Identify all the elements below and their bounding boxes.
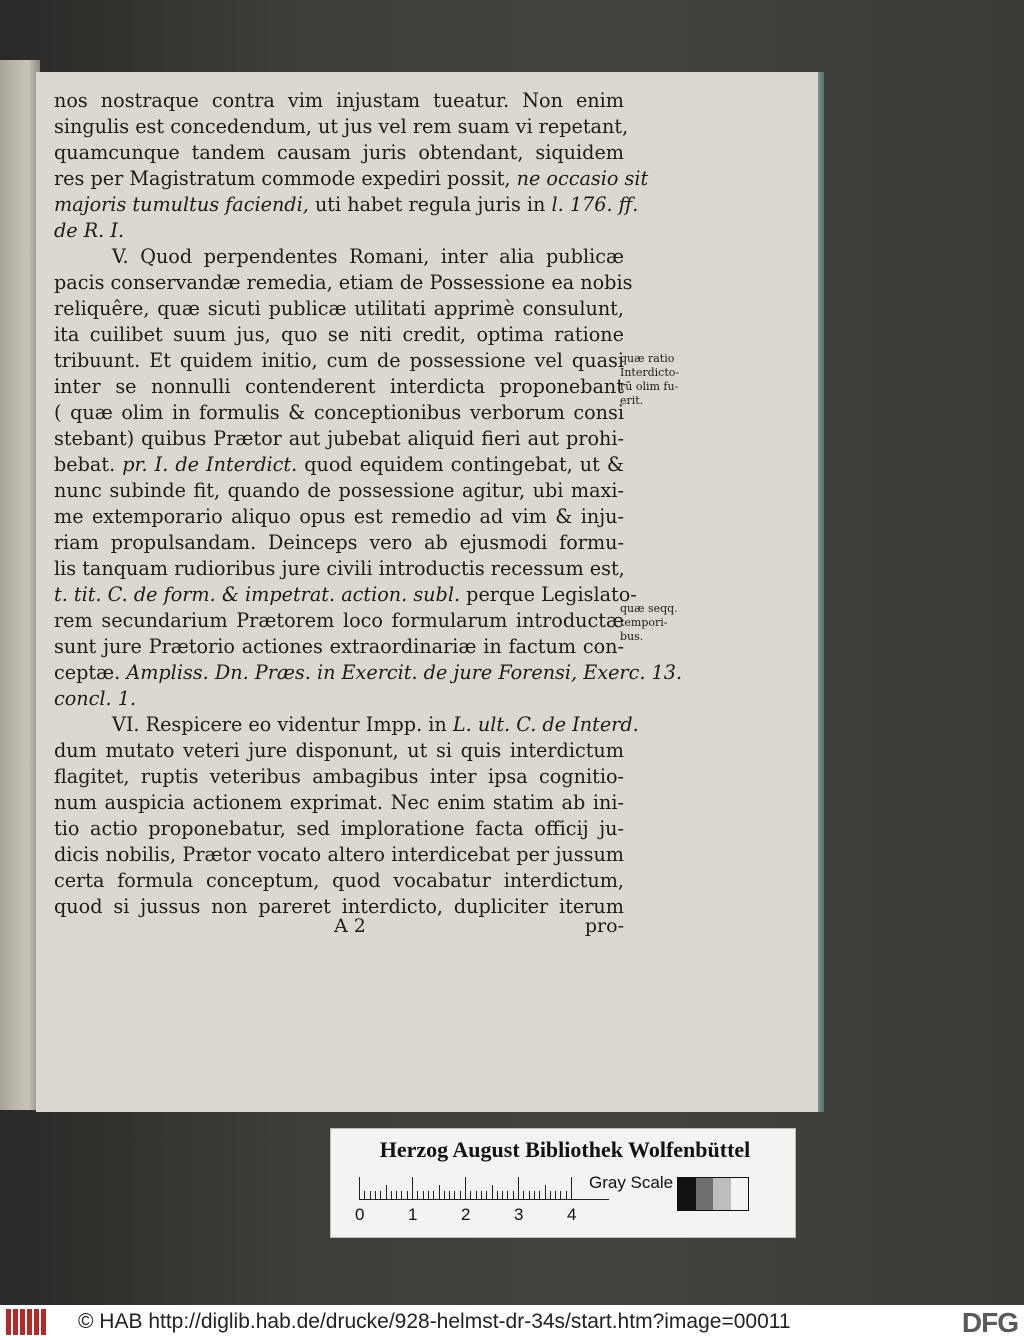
dfg-logo: DFG [961, 1307, 1018, 1338]
text-line [54, 660, 683, 686]
ruler-tick [476, 1191, 477, 1199]
gray-scale-label: Gray Scale [589, 1173, 674, 1192]
ruler-tick [465, 1177, 466, 1199]
section-vi-heading [54, 712, 639, 738]
catchword: pro- [584, 915, 624, 937]
ruler-tick [391, 1191, 392, 1199]
text-line: inter se nonnulli contenderent interdicta proponebant [54, 375, 624, 398]
ruler-tick [454, 1191, 455, 1199]
text-line: dum mutato veteri jure disponunt, ut si quis interdictum [54, 739, 624, 762]
ruler-tick [560, 1191, 561, 1199]
text-segment: quod equidem contingebat, ut & [304, 453, 624, 476]
copyright-url: © HAB http://diglib.hab.de/drucke/928-helmst-dr-34s/start.htm?image=00011 [78, 1310, 791, 1333]
ruler-tick [433, 1191, 434, 1199]
text-line: concl. 1. [54, 687, 137, 710]
margin-note-sequentia: quæ seqq. tempori- bus. [620, 602, 678, 643]
ruler-number: 1 [408, 1205, 418, 1224]
italic-segment: majoris tumultus faciendi, [54, 193, 309, 216]
italic-segment: ne occasio sit [516, 167, 649, 190]
ruler-tick [375, 1191, 376, 1199]
text-line: flagitet, ruptis veteribus ambagibus inter ipsa cognitio- [54, 765, 624, 788]
ruler-tick [518, 1177, 519, 1199]
text-segment: VI. Respicere eo videntur Impp. in [112, 713, 447, 736]
ruler-tick [492, 1185, 493, 1199]
text-segment: ceptæ. [54, 661, 121, 684]
ruler-tick [460, 1191, 461, 1199]
italic-segment: t. tit. C. de form. & impetrat. action. subl. [54, 583, 461, 606]
ruler-scale [359, 1173, 609, 1200]
page-footer [54, 915, 624, 941]
section-v-heading: V. Quod perpendentes Romani, inter alia publicæ [112, 245, 624, 268]
gray-swatch [678, 1178, 696, 1210]
text-line: tribuunt. Et quidem initio, cum de possessione vel quasi [54, 349, 624, 372]
italic-segment: Ampliss. Dn. Præs. in Exercit. de jure Forensi, Exerc. 13. [126, 661, 683, 684]
ruler-tick [486, 1191, 487, 1199]
text-line [54, 582, 637, 608]
hab-color-card [330, 1128, 796, 1238]
ruler-tick [502, 1191, 503, 1199]
viewer-footer-bar [0, 1305, 1024, 1340]
text-line: lis tanquam rudioribus jure civili introductis recessum est, [54, 557, 625, 580]
ruler-tick [396, 1191, 397, 1199]
text-line: num auspicia actionem exprimat. Nec enim statim ab ini- [54, 791, 624, 814]
gray-scale-swatches [677, 1177, 749, 1211]
text-segment: uti habet regula juris in [314, 193, 546, 216]
ruler-tick [417, 1191, 418, 1199]
text-line [54, 192, 639, 218]
ruler-tick [470, 1191, 471, 1199]
signature-mark: A 2 [334, 915, 366, 937]
italic-segment: l. 176. ff. [551, 193, 639, 216]
italic-segment: pr. I. de Interdict. [122, 453, 298, 476]
hab-card-title: Herzog August Bibliothek Wolfenbüttel [379, 1137, 751, 1162]
gray-swatch [731, 1178, 749, 1210]
ruler-number: 4 [567, 1205, 577, 1224]
text-line: certa formula conceptum, quod vocabatur interdictum, [54, 869, 624, 892]
ruler-tick [412, 1177, 413, 1199]
ruler-number: 3 [514, 1205, 524, 1224]
text-segment: perque Legislato- [466, 583, 637, 606]
text-line: sunt jure Prætorio actiones extraordinariæ in factum con- [54, 635, 624, 658]
ruler-tick [401, 1191, 402, 1199]
text-line: reliquêre, quæ sicuti publicæ utilitati apprimè consulunt, [54, 297, 624, 320]
text-line [54, 452, 624, 478]
ruler-tick [423, 1191, 424, 1199]
gray-swatch [713, 1178, 731, 1210]
page-edge [818, 72, 824, 1112]
text-line: ita cuilibet suum jus, quo se niti credit, optima ratione [54, 323, 624, 346]
ruler-tick [449, 1191, 450, 1199]
previous-page-edge [0, 60, 40, 1110]
ruler-tick [386, 1185, 387, 1199]
text-line: riam propulsandam. Deinceps vero ab ejusmodi formu- [54, 531, 624, 554]
ruler-tick [407, 1191, 408, 1199]
text-segment: res per Magistratum commode expediri possit, [54, 167, 511, 190]
text-line: dicis nobilis, Prætor vocato altero interdicebat per jussum [54, 843, 624, 866]
hab-logo-icon [6, 1309, 46, 1335]
text-line: ( quæ olim in formulis & conceptionibus verborum consi [54, 401, 624, 424]
ruler-tick [444, 1191, 445, 1199]
ruler-tick [534, 1191, 535, 1199]
ruler-tick [566, 1191, 567, 1199]
margin-note-interdicta: quæ ratio Interdicto- rũ olim fu- erit. [620, 352, 680, 407]
italic-segment: L. ult. C. de Interd. [452, 713, 639, 736]
ruler-tick [359, 1177, 360, 1199]
text-line [54, 166, 649, 192]
ruler-tick [428, 1191, 429, 1199]
ruler-tick [380, 1191, 381, 1199]
text-line: pacis conservandæ remedia, etiam de Possessione ea nobis [54, 271, 633, 294]
ruler-tick [555, 1191, 556, 1199]
ruler-tick [550, 1191, 551, 1199]
text-line: nos nostraque contra vim injustam tueatur. Non enim [54, 89, 624, 112]
text-line: stebant) quibus Prætor aut jubebat aliquid fieri aut prohi- [54, 427, 624, 450]
text-segment: bebat. [54, 453, 116, 476]
ruler-number: 0 [355, 1205, 365, 1224]
ruler-tick [571, 1177, 572, 1199]
ruler-tick [539, 1191, 540, 1199]
ruler-tick [513, 1191, 514, 1199]
ruler-tick [497, 1191, 498, 1199]
ruler-tick [507, 1191, 508, 1199]
ruler-tick [439, 1185, 440, 1199]
ruler-tick [523, 1191, 524, 1199]
ruler-tick [370, 1191, 371, 1199]
ruler-tick [364, 1191, 365, 1199]
text-line: tio actio proponebatur, sed imploratione facta officij ju- [54, 817, 624, 840]
gray-swatch [696, 1178, 714, 1210]
ruler-tick [481, 1191, 482, 1199]
text-line: me extemporario aliquo opus est remedio ad vim & inju- [54, 505, 624, 528]
text-line: de R. I. [54, 219, 125, 242]
text-line: nunc subinde fit, quando de possessione agitur, ubi maxi- [54, 479, 624, 502]
ruler-tick [545, 1185, 546, 1199]
text-line: quamcunque tandem causam juris obtendant, siquidem [54, 141, 624, 164]
text-line: quod si jussus non pareret interdicto, dupliciter iterum [54, 895, 624, 918]
text-line: rem secundarium Prætorem loco formularum introductæ [54, 609, 624, 632]
text-line: singulis est concedendum, ut jus vel rem suam vi repetant, [54, 115, 629, 138]
ruler-tick [529, 1191, 530, 1199]
ruler-number: 2 [461, 1205, 471, 1224]
